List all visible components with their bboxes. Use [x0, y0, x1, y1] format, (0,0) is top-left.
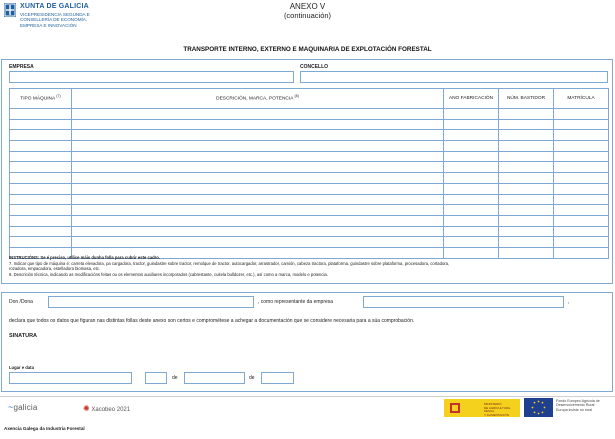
cell-matricula[interactable]	[554, 226, 609, 237]
cell-tipo[interactable]	[10, 205, 72, 216]
ministry-logo	[444, 399, 520, 417]
ministry-line: MINISTERIO	[484, 402, 502, 406]
col-tipo-label: TIPO MÁQUINA	[20, 97, 55, 102]
table-row	[10, 226, 609, 237]
document-header	[0, 0, 615, 40]
cell-tipo[interactable]	[10, 162, 72, 173]
col-descricion-label: DESCRICIÓN, MARCA, POTENCIA	[216, 97, 294, 102]
table-row	[10, 109, 609, 120]
comma-text: ,	[568, 299, 570, 305]
cell-descricion[interactable]	[72, 194, 444, 205]
cell-matricula[interactable]	[554, 194, 609, 205]
cell-tipo[interactable]	[10, 226, 72, 237]
cell-matricula[interactable]	[554, 215, 609, 226]
don-label: Don /Dona	[9, 299, 33, 305]
concello-label: CONCELLO	[300, 64, 329, 70]
cell-bastidor[interactable]	[499, 151, 554, 162]
place-input[interactable]	[9, 372, 132, 384]
cell-ano[interactable]	[444, 215, 499, 226]
cell-tipo[interactable]	[10, 130, 72, 141]
cell-bastidor[interactable]	[499, 226, 554, 237]
cell-matricula[interactable]	[554, 151, 609, 162]
day-input[interactable]	[145, 372, 167, 384]
cell-descricion[interactable]	[72, 130, 444, 141]
cell-ano[interactable]	[444, 226, 499, 237]
instruction-line: rozadora, empacadora, estelladora biomasa, etc.	[9, 266, 101, 272]
cell-descricion[interactable]	[72, 162, 444, 173]
table-row	[10, 141, 609, 152]
cell-bastidor[interactable]	[499, 119, 554, 130]
table-body	[10, 109, 609, 259]
cell-bastidor[interactable]	[499, 205, 554, 216]
table-row	[10, 205, 609, 216]
xacobeo-logo-text: Xacobeo 2021	[91, 407, 131, 413]
galicia-mark-icon: ~	[8, 402, 14, 412]
cell-bastidor[interactable]	[499, 162, 554, 173]
note-ref-8: (8)	[294, 94, 299, 99]
instructions	[9, 255, 609, 277]
cell-bastidor[interactable]	[499, 215, 554, 226]
table-row	[10, 151, 609, 162]
cell-ano[interactable]	[444, 109, 499, 120]
col-tipo-maquina	[10, 89, 72, 109]
cell-ano[interactable]	[444, 194, 499, 205]
cell-bastidor[interactable]	[499, 237, 554, 248]
galicia-logo	[8, 402, 38, 412]
cell-ano[interactable]	[444, 183, 499, 194]
cell-descricion[interactable]	[72, 215, 444, 226]
cell-ano[interactable]	[444, 151, 499, 162]
cell-tipo[interactable]	[10, 141, 72, 152]
table-row	[10, 237, 609, 248]
ministry-text	[484, 403, 520, 417]
agency-name: Axencia Galega da Industria Forestal	[4, 426, 85, 431]
dept-line: VICEPRESIDENCIA SEGUNDA E	[20, 12, 90, 17]
cell-descricion[interactable]	[72, 205, 444, 216]
ministry-line: DE AGRICULTURA, PESCA	[484, 405, 511, 414]
table-row	[10, 130, 609, 141]
eu-line: Europa inviste no rural	[556, 407, 592, 412]
cell-matricula[interactable]	[554, 141, 609, 152]
table-row	[10, 183, 609, 194]
eu-line: Desenvolvemento Rural:	[556, 403, 596, 408]
year-input[interactable]	[261, 372, 294, 384]
table-row	[10, 162, 609, 173]
cell-ano[interactable]	[444, 119, 499, 130]
month-input[interactable]	[184, 372, 245, 384]
cell-tipo[interactable]	[10, 237, 72, 248]
cell-descricion[interactable]	[72, 141, 444, 152]
cell-ano[interactable]	[444, 173, 499, 184]
dept-line: EMPRESA E INNOVACIÓN	[20, 22, 77, 28]
place-date-label: Lugar e data	[9, 365, 34, 370]
cell-matricula[interactable]	[554, 119, 609, 130]
concello-input[interactable]	[300, 71, 608, 83]
cell-descricion[interactable]	[72, 151, 444, 162]
cell-descricion[interactable]	[72, 183, 444, 194]
de-label-2: de	[249, 375, 255, 381]
dept-line: CONSELLERÍA DE ECONOMÍA,	[20, 17, 88, 23]
cell-bastidor[interactable]	[499, 194, 554, 205]
col-num-bastidor: NÚM. BASTIDOR	[499, 89, 554, 109]
cell-tipo[interactable]	[10, 109, 72, 120]
cell-tipo[interactable]	[10, 215, 72, 226]
cell-ano[interactable]	[444, 130, 499, 141]
eu-fund-text	[556, 399, 614, 412]
cell-matricula[interactable]	[554, 205, 609, 216]
cell-descricion[interactable]	[72, 109, 444, 120]
instruction-line: 8. Descrición técnica, indicando as modificacións feitas ou os elementos auxiliares incorporados (cabrestante, cuitela bulldozer, etc.), así como a marca, modelo e potencia.	[9, 271, 328, 277]
cell-matricula[interactable]	[554, 237, 609, 248]
cell-matricula[interactable]	[554, 162, 609, 173]
cell-ano[interactable]	[444, 141, 499, 152]
col-descricion	[72, 89, 444, 109]
de-label-1: de	[172, 375, 178, 381]
cell-descricion[interactable]	[72, 119, 444, 130]
org-name: XUNTA DE GALICIA	[20, 3, 89, 10]
anexo-heading	[0, 2, 615, 23]
table-row	[10, 173, 609, 184]
col-ano-fabricacion: ANO FABRICACIÓN	[444, 89, 499, 109]
anexo-title: ANEXO V	[289, 2, 326, 11]
declaration-text: declara que todos os datos que figuran nas distintas follas deste anexo son certos e comprométese a achegar a documentación que se considere necesaria para a súa comprobación.	[9, 318, 415, 324]
xacobeo-mark-icon: ✺	[83, 404, 90, 413]
machinery-table	[9, 88, 609, 259]
cell-descricion[interactable]	[72, 237, 444, 248]
company-input[interactable]	[363, 296, 564, 308]
table-header-row	[10, 89, 609, 109]
cell-ano[interactable]	[444, 162, 499, 173]
cell-tipo[interactable]	[10, 119, 72, 130]
col-matricula: MATRÍCULA	[554, 89, 609, 109]
note-ref-7: (7)	[56, 94, 61, 99]
table-row	[10, 119, 609, 130]
table-row	[10, 215, 609, 226]
cell-ano[interactable]	[444, 205, 499, 216]
empresa-label: EMPRESA	[9, 64, 34, 70]
instruction-line: 7. Indicar que tipo de máquina é: carreta elevadora, pa cargadora, tractor, guindastre sobre tractor, remolque de tractor, autocargador, arrastrador, camión, cabeza tractora, plataforma, guindastre sobre plataforma, procesadora, cortadora,	[9, 260, 450, 266]
spain-shield-icon	[448, 402, 462, 414]
cell-bastidor[interactable]	[499, 141, 554, 152]
page-title: TRANSPORTE INTERNO, EXTERNO E MAQUINARIA DE EXPLOTACIÓN FORESTAL	[183, 46, 432, 53]
eu-flag-icon	[524, 398, 553, 417]
cell-matricula[interactable]	[554, 130, 609, 141]
representative-text: , como representante da empresa	[258, 299, 334, 305]
anexo-subtitle: (continuación)	[283, 11, 332, 20]
galicia-logo-text: galicia	[13, 403, 38, 412]
eu-line: Fondo Europeo Agrícola de	[556, 399, 600, 403]
cell-tipo[interactable]	[10, 151, 72, 162]
cell-matricula[interactable]	[554, 183, 609, 194]
cell-tipo[interactable]	[10, 183, 72, 194]
ministry-line: Y ALIMENTACIÓN	[484, 412, 509, 417]
table-row	[10, 194, 609, 205]
cell-matricula[interactable]	[554, 109, 609, 120]
cell-bastidor[interactable]	[499, 130, 554, 141]
instruction-line: INSTRUCIÓNS: Se é preciso, utilice máis dunha folla para cubrir este cadro.	[9, 255, 161, 260]
cell-descricion[interactable]	[72, 226, 444, 237]
cell-tipo[interactable]	[10, 173, 72, 184]
cell-descricion[interactable]	[72, 173, 444, 184]
cell-bastidor[interactable]	[499, 173, 554, 184]
xacobeo-logo	[83, 404, 130, 413]
name-input[interactable]	[48, 296, 254, 308]
signature-label: SINATURA	[9, 333, 38, 339]
cell-bastidor[interactable]	[499, 109, 554, 120]
cell-bastidor[interactable]	[499, 183, 554, 194]
cell-tipo[interactable]	[10, 194, 72, 205]
cell-matricula[interactable]	[554, 173, 609, 184]
cell-ano[interactable]	[444, 237, 499, 248]
empresa-input[interactable]	[9, 71, 294, 83]
